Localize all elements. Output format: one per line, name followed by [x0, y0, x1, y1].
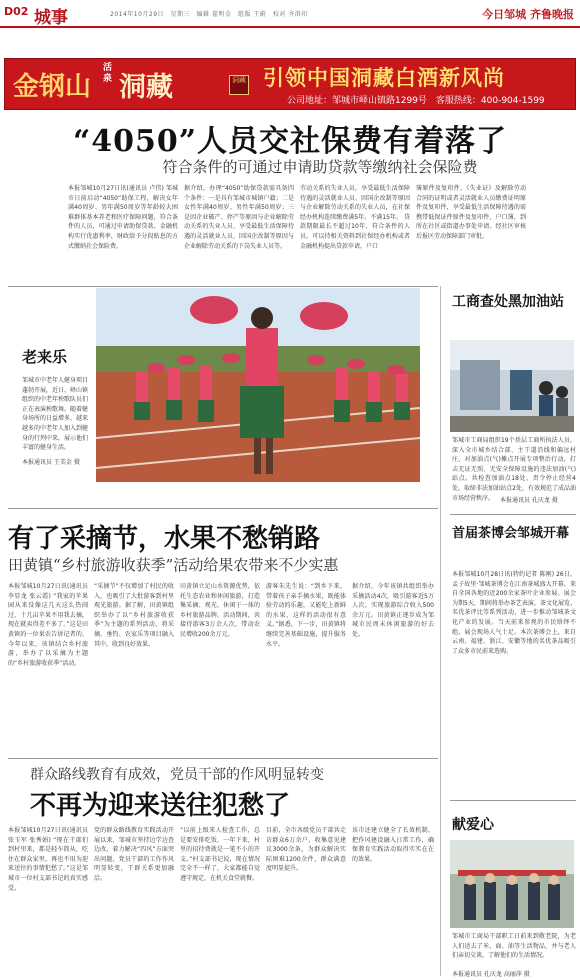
right-story-3-byline: 本报通讯员 孔庆龙 高丽萍 摄 — [452, 971, 530, 978]
story3-kicker: 群众路线教育有成效，党员干部的作风明显转变 — [30, 767, 324, 783]
lead-column-3: 劳动关系的失业人员，享受最低生活保障待遇的灵活就业人员、因国企改制等原因与企业解除劳动关系的失业人员，在社保经办机构连续缴费满5年、不满15年。 贷款期限最长不超过10年，符合条件的人员，可以持相关资料到社保经办机构或者金融机构提出贷款申请，户口 — [300, 185, 410, 250]
divider — [8, 286, 438, 287]
divider — [8, 508, 438, 509]
story3-headline: 不再为迎来送往犯愁了 — [30, 791, 291, 821]
story2-column-1: 本报邹城10月27日讯(通讯员 李显龙 张云霞) “我家的苹果园从来没像这几天这么热闹过，十几亩苹果不用我去摘，现在就卖得差不多了。”这是田黄镇的一位果农告诉记者的。今年以来，该镇结合乡村旅游，举办了以采摘为主题的“乡村旅游收获季”活动。 — [8, 583, 88, 667]
side-story-byline: 本报通讯员 王美金 摄 — [22, 459, 80, 466]
ad-seal-icon: 洞藏 — [229, 75, 249, 95]
story3-column-2: 党的群众路线教育实践活动开展以来，邹城市坚持边学边查边改，着力解决“四风”方面突出问题，党员干部的工作作风明显转变，干群关系更加融洽。 — [94, 827, 174, 882]
story2-subheadline: 田黄镇“乡村旅游收获季”活动给果农带来不少实惠 — [8, 556, 339, 574]
story2-column-2: “采摘节”不仅增加了村民的收入，也吸引了大批游客到村里观光旅游。据了解，田黄镇组织举办了以“乡村旅游收获季”为主题的系列活动，将采摘、垂钓、农家乐等项目融入其中，收到良好效果。 — [94, 583, 174, 648]
side-story-body: 邹城市中老年人健身项目蓬勃开展，近日，峄山镇组织的中老年秧歌队员们正在表演秧歌舞。随着健身场所的日益增多，越来越多的中老年人加入到健身的行列中来，展示他们丰富的健身生活。 — [22, 377, 89, 452]
story3-column-5: 该市还建立健全了长效机制，把作风建设融入日常工作，确保教育实践活动取得实实在在的效果。 — [352, 827, 434, 863]
ad-brand-small: 活泉 — [103, 63, 113, 84]
story3-column-3: “以前上级来人检查工作，总是要安排吃饭，一年下来，村里的招待费就是一笔不小的开支。”村支部书记说，现在情况完全不一样了，大家都能自觉遵守规定，在机关食堂就餐。 — [180, 827, 260, 882]
gas-station-illustration — [450, 340, 574, 432]
section-title: 城事 — [34, 8, 68, 28]
liquor-advertisement[interactable] — [4, 58, 576, 110]
story2-headline: 有了采摘节，水果不愁销路 — [8, 524, 321, 554]
page-number: D02 — [4, 5, 29, 18]
right-story-3-body: 邹城市工商局干部职工日前来到敬老院，为老人们送去了米、面、油等生活物品，并与老人们亲切交谈，了解他们的生活情况。 — [452, 933, 576, 960]
newspaper-logo: 今日邹城 齐鲁晚报 — [482, 8, 574, 21]
side-story-title: 老来乐 — [22, 348, 68, 366]
ad-brand-name: 金钢山 — [13, 72, 92, 102]
story3-column-4: 目前，全市各级党员干部共走访群众6万余户，收集意见建议3000余条，为群众解决实际困难1200余件，群众满意度明显提升。 — [266, 827, 346, 873]
main-photo-dancers — [96, 288, 420, 482]
charity-photo — [450, 840, 574, 928]
story2-column-3: 田黄镇立足山水资源优势，依托生态农业和休闲旅游，打造集采摘、观光、休闲于一体的乡村旅游品牌。活动期间，共接待游客3万余人次，带动农民增收200余万元。 — [180, 583, 260, 638]
story2-column-5: 据介绍，今年该镇共组织举办采摘活动4次，吸引游客近5万人次，实现旅游综合收入500余万元。田黄镇正逐步成为邹城市民周末休闲旅游的好去处。 — [352, 583, 434, 638]
column-divider — [440, 286, 441, 976]
gas-station-photo — [450, 340, 574, 432]
lead-headline: “4050”人员交社保费有着落了 — [72, 124, 507, 159]
divider — [450, 800, 576, 801]
issue-meta: 2014年10月29日 星期三 编辑 翟明金 组版 王蔚 校对 齐洪印 — [110, 11, 308, 18]
ad-slogan: 引领中国洞藏白酒新风尚 — [263, 65, 505, 90]
lead-column-2: 据介绍，办理“4050”助保贷款需具备四个条件：一是具有邹城市城镇户籍；二是女性年满40周岁、男性年满50周岁；三是因企业破产、停产等原因与企业解除劳动关系的失业人员、享受最低生活保障待遇的灵活就业人员、因国企改制等原因与企业解除劳动关系的下岗失业人员等。 — [184, 185, 294, 250]
story2-column-4: 游客朱先生说：“到乡下来，带着孩子亲手摘水果，既能体验劳动的乐趣，又能吃上新鲜的水果，这样的活动很有意义。”据悉，下一步，田黄镇将继续完善基础设施，提升服务水平。 — [266, 583, 346, 648]
charity-illustration — [450, 840, 574, 928]
ad-brand-product: 洞藏 — [119, 72, 173, 103]
right-story-1-title: 工商查处黑加油站 — [452, 294, 564, 310]
dancers-illustration — [96, 288, 420, 482]
right-story-3-title: 献爱心 — [452, 817, 494, 833]
lead-column-4: 簿原件及复印件、《失业证》及解除劳动合同的证明或者灵活就业人员缴费证明原件及复印件，享受最低生活保障待遇的需携带低保证件原件及复印件、户口簿，到所在社区或街道办事处申请。经社区审核后报区劳动保障部门审批。 — [416, 185, 526, 240]
right-story-2-body: 本报邹城10月28日讯(特约记者 陈刚) 26日，孟子故里·邹城茶博会在江南茶城盛大开幕，来自全国各地的近200余家茶叶企业参展。展会为期5天，期间将举办茶艺表演、茶文化展览、名优茶评比等系列活动，进一步推动邹城茶文化产业的发展。当天前来参观的市民络绎不绝，展会现场人气十足。本次茶博会上，来自云南、福建、浙江、安徽等地的名优茶品吸引了众多市民前来选购。 — [452, 571, 576, 655]
right-story-1-byline: 本报通讯员 孔庆龙 摄 — [500, 497, 558, 504]
ad-contact: 公司地址：邹城市峄山镇路1299号 客服热线：400-904-1599 — [287, 96, 545, 106]
lead-column-1: 本报邹城10月27日讯(通讯员 卢伟) 邹城市日前启动“4050”助保工程，解决女年满40周岁、男年满50周岁等年龄较大困难群体基本养老和医疗保障问题，符合条件的人员，可通过申请助保贷款、金融机构实行优惠利率，财政给予分段贴息的方式缴纳社会保险费。 — [68, 185, 178, 250]
right-story-1-body: 邹城市工商局组织19个基层工商所执法人员，深入全市城乡结合部、主干道沿线和偏远村庄，对加油点(气)摊点开展专项整治行动，打击无证无照、无安全保障设施的违法加油(气)站点。共检查加油点18处，责令停止经营4处，取缔非法加油站点2处，有效规范了成品油市场经营秩序。 — [452, 437, 576, 502]
divider — [8, 758, 438, 759]
right-story-2-title: 首届茶博会邹城开幕 — [452, 526, 570, 541]
divider — [450, 514, 576, 515]
page-masthead — [0, 0, 580, 28]
story3-column-1: 本报邹城10月27日讯(通讯员 张玉军 张秀娟) “现在干部们到村里来，都是轻车简从，吃住在群众家里，再也不用为迎来送往的事情犯愁了。”这是邹城市一位村支部书记的真实感受。 — [8, 827, 88, 892]
lead-subheadline: 符合条件的可通过申请助贷款等缴纳社会保险费 — [162, 158, 478, 176]
